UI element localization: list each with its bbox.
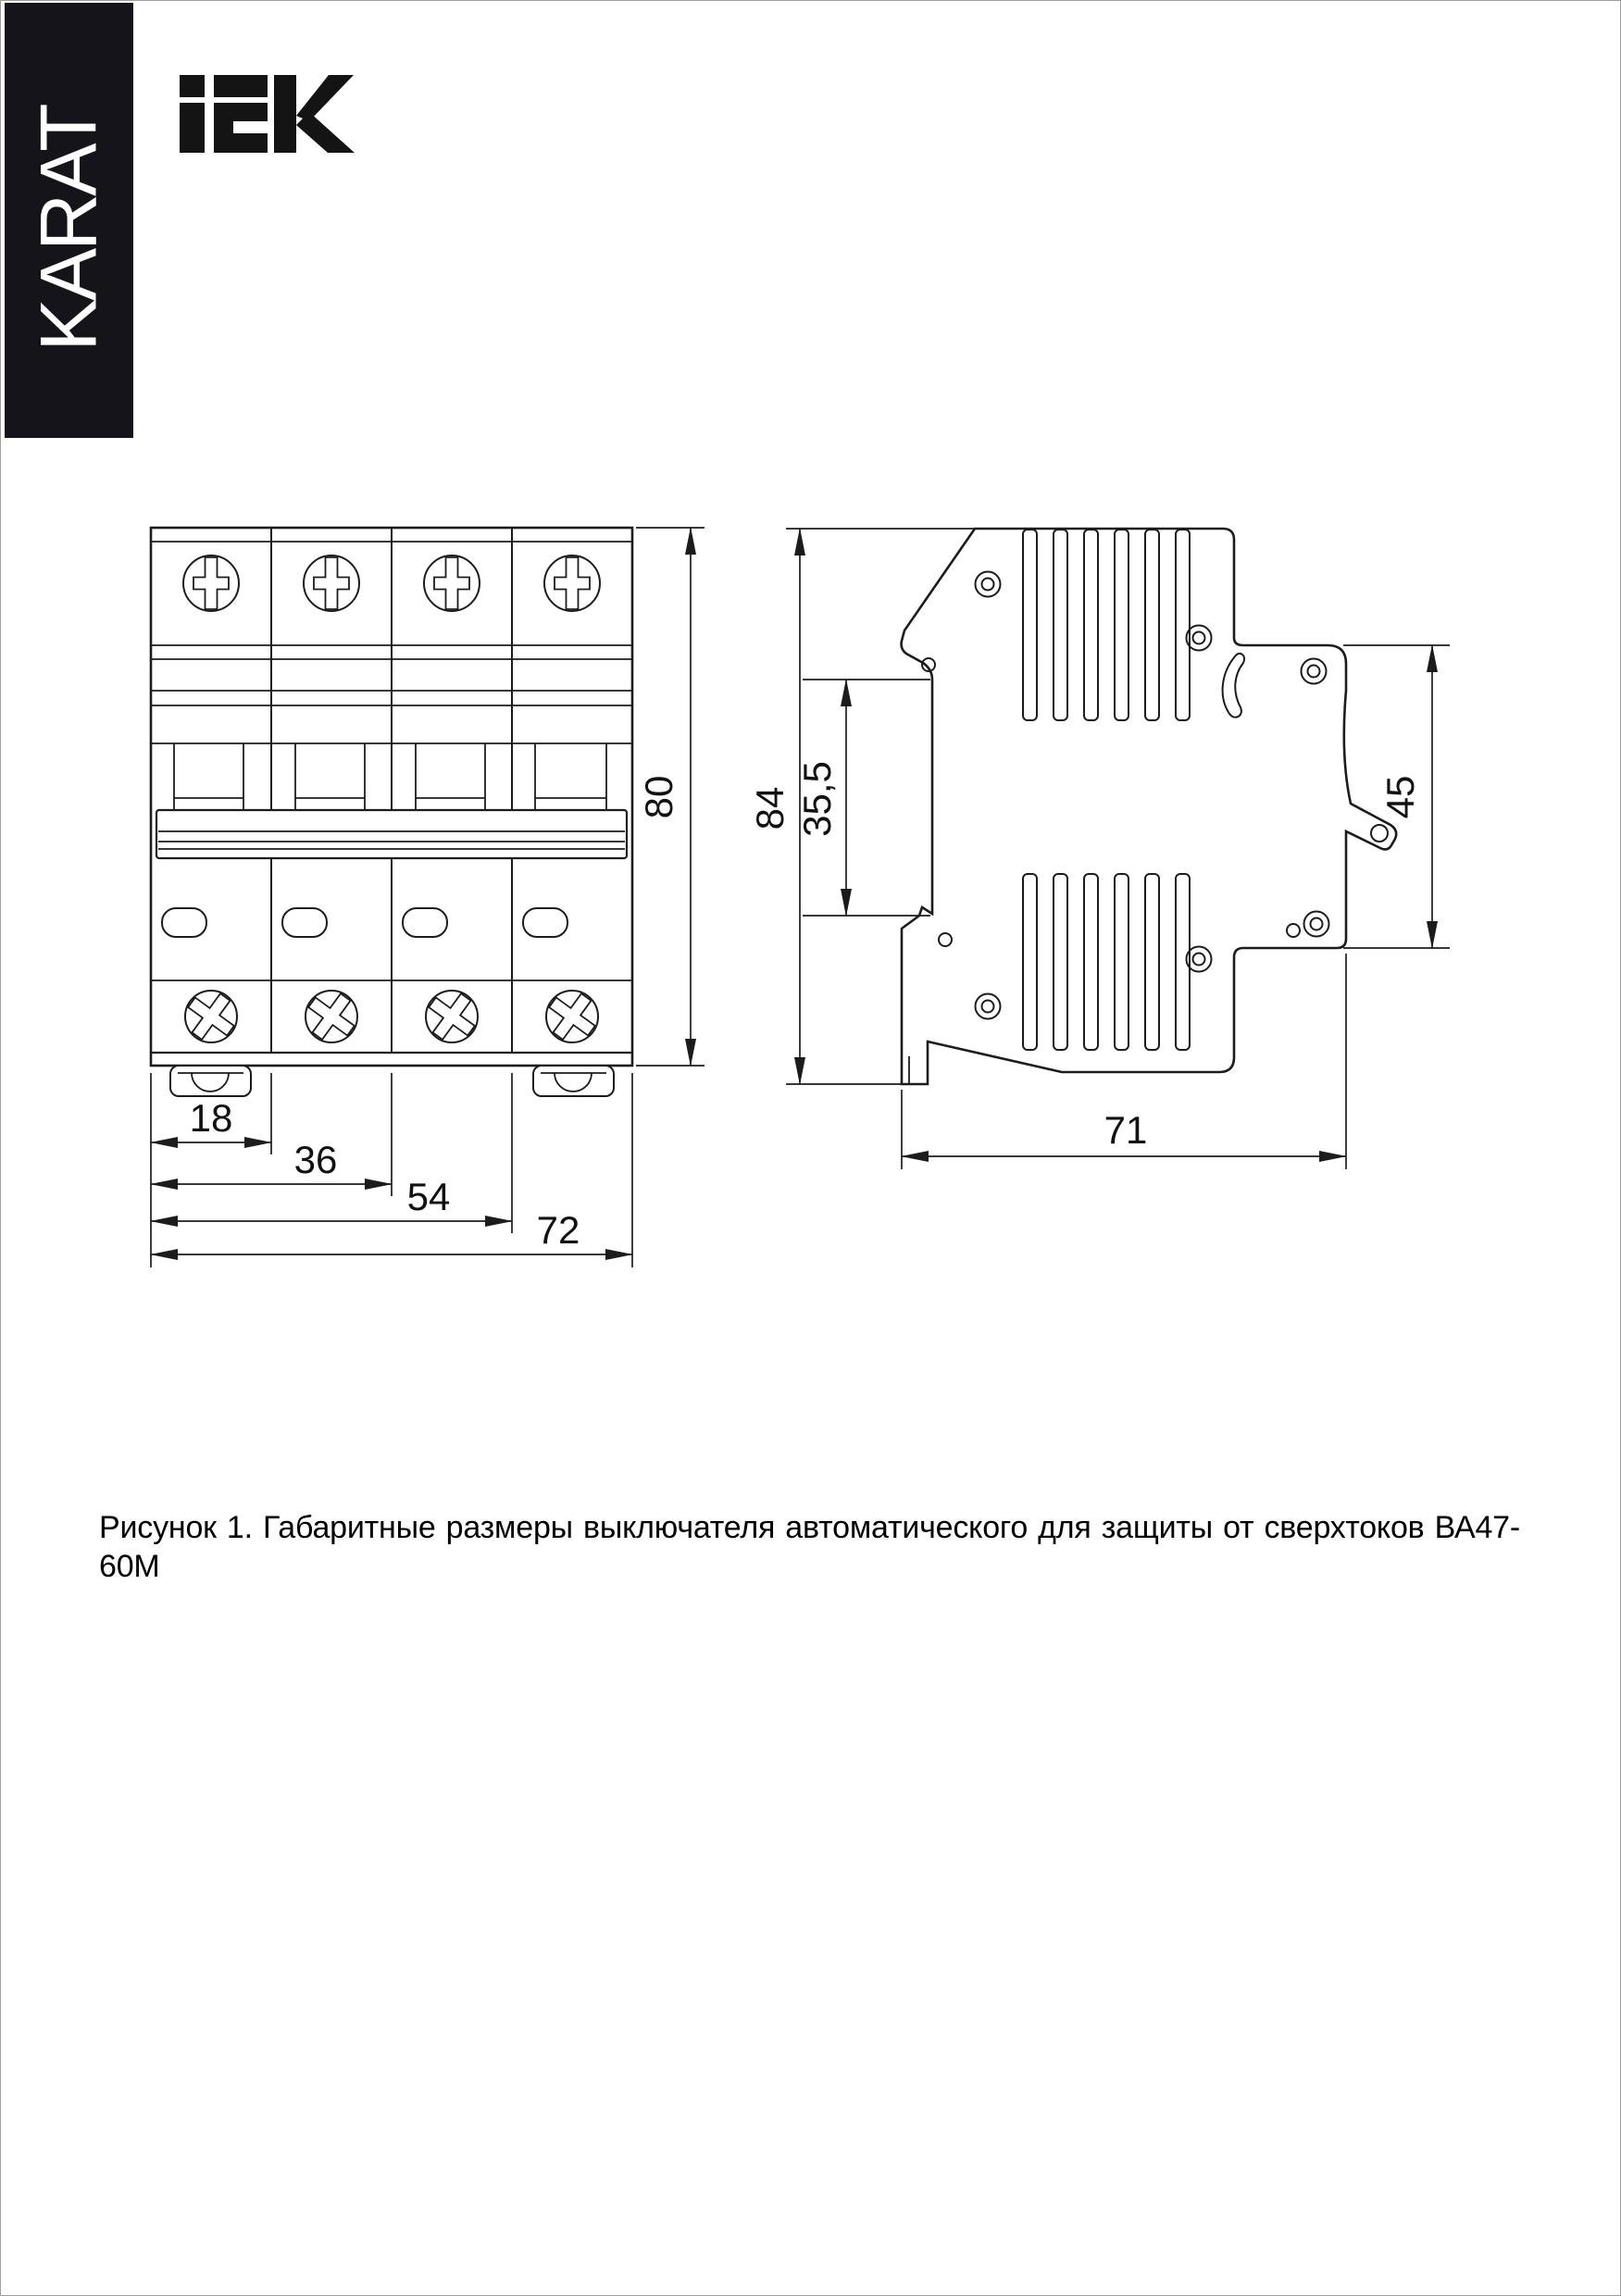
dimension-drawing [1,1,1621,1390]
toggle-recess-row [174,743,606,810]
dim-label-45: 45 [1378,775,1422,819]
vent-slots-top [1023,530,1190,720]
module-dividers [271,528,512,1053]
dim-label-35-5: 35,5 [795,761,839,837]
dim-label-80: 80 [637,775,680,819]
figure-caption: Рисунок 1. Габаритные размеры выключателя автоматического для защиты от сверхтоков ВА47-60М [99,1510,1520,1584]
toggle-seal-hole [1371,825,1388,842]
curved-slot [1223,654,1244,718]
brand-sidebar-label: KARAT [24,106,113,353]
dim-label-84: 84 [748,786,792,830]
dim-label-72: 72 [536,1208,580,1252]
dim-label-71: 71 [1104,1108,1148,1152]
vent-slots-bottom [1023,874,1190,1050]
dim-label-36: 36 [293,1138,338,1181]
marking-windows [162,908,567,937]
rivets [976,572,1329,1019]
breaker-side-body [902,529,1397,1084]
catch-pin [939,933,952,946]
dim-label-54: 54 [406,1175,451,1218]
catch-pin [1287,924,1300,937]
front-view-drawing [151,528,632,1096]
front-view-dimensions [151,528,705,1267]
dim-label-18: 18 [189,1096,233,1140]
side-view-drawing [902,529,1397,1084]
toggle-tie-bar [156,810,627,858]
